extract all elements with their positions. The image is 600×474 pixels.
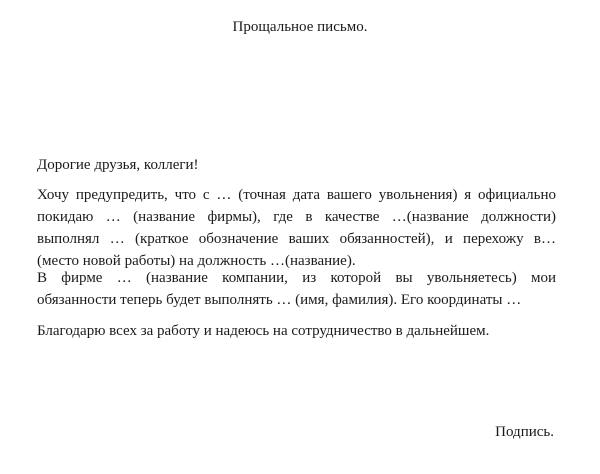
paragraph-1-line-3: выполнял … (краткое обозначение ваших обязанностей), и перехожу в… [37, 231, 556, 247]
letter-title: Прощальное письмо. [232, 19, 368, 35]
paragraph-1-line-1: Хочу предупредить, что с … (точная дата вашего увольнения) я официально [37, 187, 556, 203]
paragraph-1-line-4: (место новой работы) на должность …(название). [37, 253, 356, 269]
paragraph-1-line-2: покидаю … (название фирмы), где в качестве …(название должности) [37, 209, 556, 225]
paragraph-2-line-1: В фирме … (название компании, из которой вы увольняетесь) мои [37, 270, 556, 286]
letter-signature: Подпись. [495, 424, 554, 440]
letter-paragraph-3: Благодарю всех за работу и надеюсь на сотрудничество в дальнейшем. [37, 323, 490, 339]
letter-greeting: Дорогие друзья, коллеги! [37, 157, 199, 173]
letter-paragraph-1 [37, 184, 556, 272]
paragraph-2-line-2: обязанности теперь будет выполнять … (имя, фамилия). Его координаты … [37, 292, 522, 308]
letter-paragraph-2 [37, 267, 556, 311]
